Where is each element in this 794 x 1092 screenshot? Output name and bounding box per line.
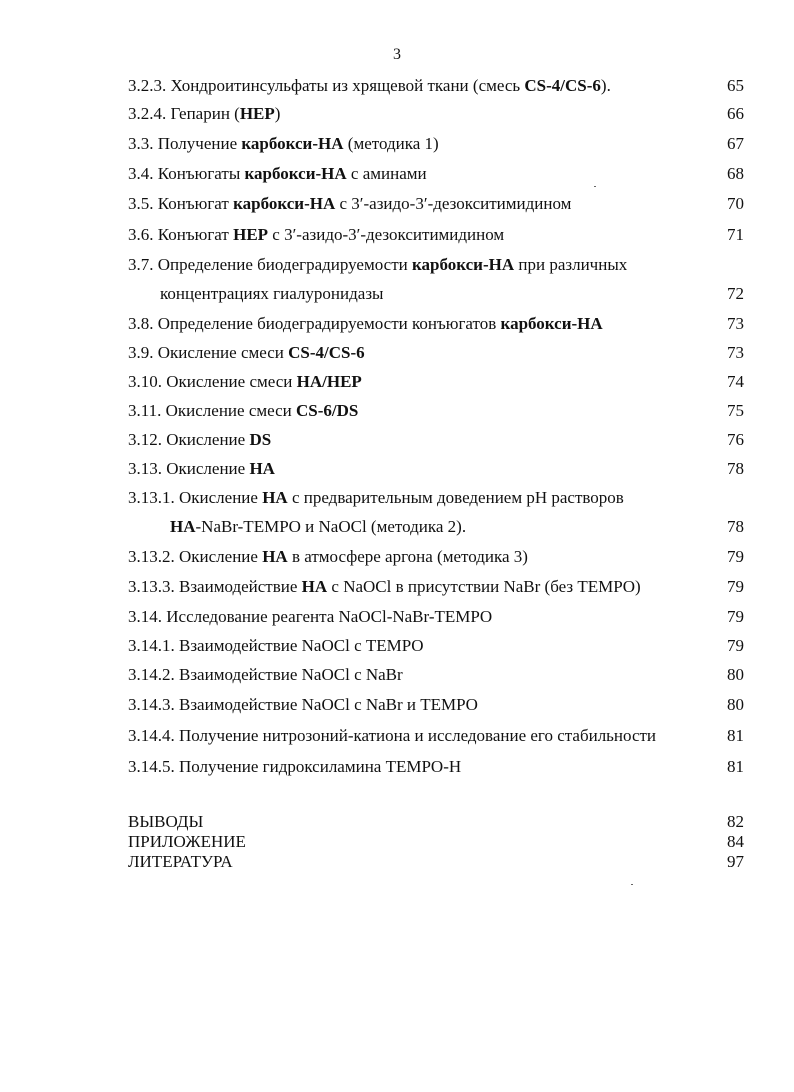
toc-entry-title bbox=[128, 194, 571, 214]
toc-entry-page: 73 bbox=[727, 314, 744, 333]
toc-entry-text: 3.13. Окисление bbox=[128, 459, 250, 478]
toc-entry-page: 79 bbox=[727, 607, 744, 626]
toc-entry-page: 67 bbox=[727, 134, 744, 153]
toc-entry-title bbox=[128, 76, 611, 96]
toc-entry-text: в атмосфере аргона (методика 3) bbox=[287, 547, 528, 566]
toc-entry-page: 81 bbox=[727, 726, 744, 745]
toc-entry-text: ) bbox=[274, 104, 281, 123]
toc-entry-page: 78 bbox=[727, 517, 744, 536]
toc-entry-bold-term: CS-6/DS bbox=[295, 401, 359, 420]
toc-entry-bold-term: карбокси-HA bbox=[233, 194, 336, 213]
toc-entry-page: 74 bbox=[727, 372, 744, 391]
toc-entry-title bbox=[128, 607, 492, 627]
toc-entry-bold-term: HA bbox=[301, 577, 328, 596]
toc-entry-page: 73 bbox=[727, 343, 744, 362]
toc-entry-bold-term: HA/HEP bbox=[296, 372, 362, 391]
toc-entry-title bbox=[128, 695, 478, 715]
toc-entry-text: 3.13.3. Взаимодействие bbox=[128, 577, 302, 596]
toc-entry-text: 3.5. Конъюгат bbox=[128, 194, 234, 213]
toc-entry-page: 78 bbox=[727, 459, 744, 478]
toc-entry-text: при различных bbox=[514, 255, 628, 274]
toc-entry-bold-term: CS-4/CS-6 bbox=[524, 76, 601, 95]
toc-entry-text: 3.9. Окисление смеси bbox=[128, 343, 289, 362]
toc-entry-bold-term: карбокси-HA bbox=[244, 164, 347, 183]
toc-entry-title bbox=[128, 343, 365, 363]
toc-entry-bold-term: HA bbox=[170, 517, 196, 536]
toc-entry-page: 76 bbox=[727, 430, 744, 449]
toc-entry-text: с 3′-азидо-3′-дезокситимидином bbox=[335, 194, 572, 213]
toc-entry-text: 3.11. Окисление смеси bbox=[128, 401, 296, 420]
toc-entry-title bbox=[128, 255, 627, 275]
toc-entry-text: 3.13.1. Окисление bbox=[128, 488, 263, 507]
scan-speck bbox=[594, 186, 596, 187]
toc-entry-bold-term: HA bbox=[249, 459, 275, 478]
toc-entry-title bbox=[128, 134, 439, 154]
toc-entry-text: 3.4. Конъюгаты bbox=[128, 164, 245, 183]
toc-entry-title bbox=[128, 726, 656, 746]
toc-entry-title bbox=[128, 372, 362, 392]
toc-entry-title bbox=[128, 636, 423, 656]
toc-entry-bold-term: карбокси-HA bbox=[500, 314, 603, 333]
toc-entry-text: 3.2.4. Гепарин ( bbox=[128, 104, 240, 123]
toc-entry-title bbox=[128, 314, 603, 334]
toc-entry-text: 3.8. Определение биодеградируемости конъюгатов bbox=[128, 314, 501, 333]
toc-entry-text: концентрациях гиалуронидазы bbox=[160, 284, 384, 303]
toc-entry-text: 3.10. Окисление смеси bbox=[128, 372, 297, 391]
toc-entry-page: 80 bbox=[727, 695, 744, 714]
toc-entry-bold-term: карбокси-HA bbox=[411, 255, 515, 274]
toc-entry-page: 79 bbox=[727, 636, 744, 655]
final-section-title: ЛИТЕРАТУРА bbox=[128, 852, 233, 871]
final-section-page: 82 bbox=[727, 812, 744, 831]
toc-entry-text: 3.14.2. Взаимодействие NaOCl с NaBr bbox=[128, 665, 403, 684]
toc-entry-text: с NaOCl в присутствии NaBr (без TEMPO) bbox=[327, 577, 641, 596]
toc-entry-bold-term: HA bbox=[262, 488, 288, 507]
toc-entry-page: 70 bbox=[727, 194, 744, 213]
toc-entry-bold-term: HEP bbox=[239, 104, 275, 123]
toc-entry-page: 72 bbox=[727, 284, 744, 303]
toc-entry-bold-term: CS-4/CS-6 bbox=[288, 343, 365, 362]
toc-entry-title bbox=[128, 488, 624, 508]
toc-entry-bold-term: HEP bbox=[233, 225, 269, 244]
toc-entry-text: 3.3. Получение bbox=[128, 134, 242, 153]
toc-entry-text: с аминами bbox=[346, 164, 427, 183]
final-section-page: 97 bbox=[727, 852, 744, 871]
toc-entry-text: -NaBr-TEMPO и NaOCl (методика 2). bbox=[195, 517, 467, 536]
toc-entry-text: с предварительным доведением pH растворов bbox=[287, 488, 624, 507]
toc-entry-title bbox=[128, 401, 358, 421]
final-section-title: ПРИЛОЖЕНИЕ bbox=[128, 832, 246, 851]
toc-entry-title bbox=[128, 577, 641, 597]
toc-entry-page: 81 bbox=[727, 757, 744, 776]
toc-entry-text: 3.14.1. Взаимодействие NaOCl с TEMPO bbox=[128, 636, 424, 655]
toc-entry-title bbox=[128, 104, 280, 124]
toc-entry-text: 3.14.5. Получение гидроксиламина TEMPO-H bbox=[128, 757, 462, 776]
toc-entry-bold-term: карбокси-HA bbox=[241, 134, 344, 153]
toc-entry-bold-term: DS bbox=[249, 430, 272, 449]
page-number: 3 bbox=[393, 46, 401, 63]
toc-entry-title bbox=[128, 164, 427, 184]
toc-entry-bold-term: HA bbox=[262, 547, 288, 566]
toc-entry-page: 68 bbox=[727, 164, 744, 183]
toc-entry-text: (методика 1) bbox=[343, 134, 439, 153]
final-section-page: 84 bbox=[727, 832, 744, 851]
toc-entry-text: 3.14. Исследование реагента NaOCl-NaBr-TEMPO bbox=[128, 607, 493, 626]
scan-speck bbox=[631, 884, 633, 885]
toc-entry-title bbox=[128, 757, 461, 777]
toc-entry-title bbox=[160, 284, 383, 304]
toc-entry-title bbox=[170, 517, 466, 537]
toc-entry-title bbox=[128, 665, 403, 685]
toc-entry-text: 3.7. Определение биодеградируемости bbox=[128, 255, 412, 274]
toc-entry-text: ). bbox=[600, 76, 611, 95]
toc-entry-title bbox=[128, 225, 504, 245]
toc-entry-page: 65 bbox=[727, 76, 744, 95]
toc-entry-page: 75 bbox=[727, 401, 744, 420]
toc-entry-text: 3.12. Окисление bbox=[128, 430, 250, 449]
toc-entry-text: 3.13.2. Окисление bbox=[128, 547, 263, 566]
toc-entry-page: 80 bbox=[727, 665, 744, 684]
toc-entry-page: 66 bbox=[727, 104, 744, 123]
toc-entry-text: 3.6. Конъюгат bbox=[128, 225, 234, 244]
toc-entry-text: с 3′-азидо-3′-дезокситимидином bbox=[268, 225, 505, 244]
toc-entry-page: 79 bbox=[727, 547, 744, 566]
toc-entry-text: 3.14.4. Получение нитрозоний-катиона и исследование его стабильности bbox=[128, 726, 657, 745]
toc-entry-text: 3.14.3. Взаимодействие NaOCl с NaBr и TEMPO bbox=[128, 695, 478, 714]
toc-entry-page: 71 bbox=[727, 225, 744, 244]
toc-entry-text: 3.2.3. Хондроитинсульфаты из хрящевой ткани (смесь bbox=[128, 76, 525, 95]
toc-entry-page: 79 bbox=[727, 577, 744, 596]
final-section-title: ВЫВОДЫ bbox=[128, 812, 204, 831]
toc-entry-title bbox=[128, 459, 275, 479]
toc-entry-title bbox=[128, 430, 271, 450]
toc-entry-title bbox=[128, 547, 528, 567]
